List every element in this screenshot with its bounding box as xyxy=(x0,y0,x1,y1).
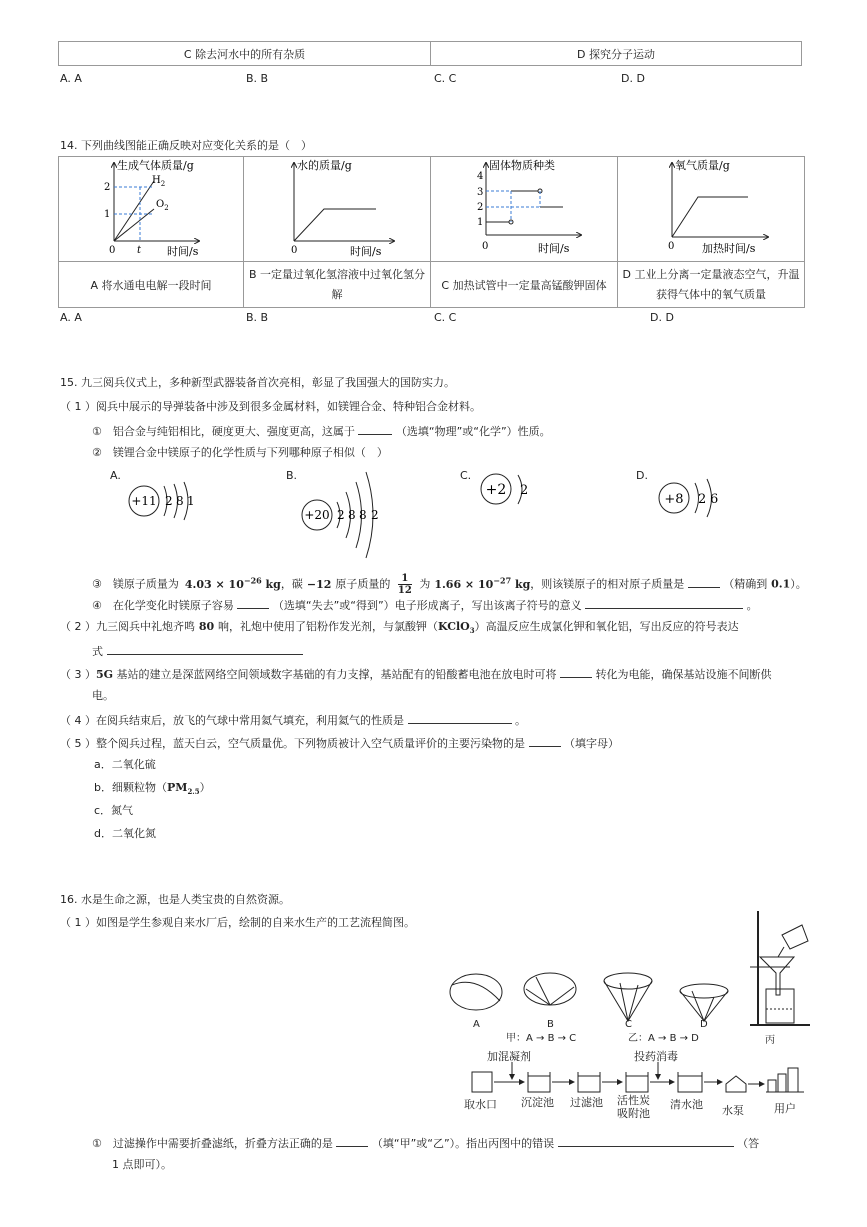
flow-step-carbon-2: 吸附池 xyxy=(617,1107,650,1120)
fold-method-yi: 乙：A → B → D xyxy=(628,1033,699,1044)
atom-c-shell-1: 2 xyxy=(520,483,529,498)
atom-b-label[interactable]: B. xyxy=(286,469,298,482)
q16-part1: （ 1 ）如图是学生参观自来水厂后，绘制的自来水生产的工艺流程简图。 xyxy=(60,916,415,929)
q15-part1b: ② 镁锂合金中镁原子的化学性质与下列哪种原子相似（ ） xyxy=(92,446,388,459)
answer-blank-5[interactable] xyxy=(529,735,561,747)
answer-blank-1a[interactable] xyxy=(358,423,392,435)
fold-label-c: C xyxy=(625,1019,632,1030)
chart-a-tick-1: 1 xyxy=(104,209,111,220)
flow-step-user: 用户 xyxy=(774,1102,796,1115)
q13-option-b[interactable]: B. B xyxy=(246,72,269,85)
q14-stem: 14. 下列曲线图能正确反映对应变化关系的是（ ） xyxy=(60,139,312,152)
answer-blank-1c[interactable] xyxy=(688,576,720,588)
q13-cell-d: D 探究分子运动 xyxy=(431,42,802,66)
atom-b-shell-1: 2 xyxy=(337,508,345,522)
apparatus-label-bing: 丙 xyxy=(765,1035,775,1046)
fold-label-b: B xyxy=(547,1019,554,1030)
answer-blank-1d-a[interactable] xyxy=(237,597,269,609)
q15-part4: （ 4 ）在阅兵结束后，放飞的气球中常用氦气填充，利用氦气的性质是 。 xyxy=(60,714,526,727)
atom-b-nucleus: +20 xyxy=(304,508,330,522)
chart-a-h2-label: $H_2$ xyxy=(152,175,166,188)
q15-part2-line2: 式 xyxy=(92,643,303,659)
q16-subq1: ① 过滤操作中需要折叠滤纸，折叠方法正确的是 （填“甲”或“乙”）。指出丙图中的错误 （答 xyxy=(92,1137,760,1150)
chart-a-tick-2: 2 xyxy=(104,182,111,193)
chart-a-o2-label: $O_2$ xyxy=(156,199,169,212)
q14-chart-a xyxy=(59,157,243,261)
atom-d-label[interactable]: D. xyxy=(636,469,648,482)
fold-label-a: A xyxy=(473,1019,480,1030)
atom-b-shell-3: 8 xyxy=(359,508,367,522)
atom-a-shell-2: 8 xyxy=(176,494,184,508)
chart-d-ylabel: 氧气质量/g xyxy=(675,159,730,172)
flow-step-sedimentation: 沉淀池 xyxy=(521,1096,554,1109)
q15-item-a[interactable]: a．二氧化硫 xyxy=(94,758,156,771)
atom-c-label[interactable]: C. xyxy=(460,469,472,482)
q14-caption-c: C 加热试管中一定量高锰酸钾固体 xyxy=(431,262,618,308)
answer-blank-16-1a[interactable] xyxy=(336,1135,368,1147)
atom-a-label[interactable]: A. xyxy=(110,469,121,482)
q14-option-b[interactable]: B. B xyxy=(246,311,269,324)
atom-a-nucleus: +11 xyxy=(131,494,157,508)
q14-chart-d xyxy=(618,157,804,261)
chart-c-tick-3: 3 xyxy=(477,187,484,198)
q15-item-b[interactable]: b．细颗粒物$(PM_{2.5})$ xyxy=(94,781,211,797)
chart-c-tick-2: 2 xyxy=(477,202,484,213)
q14-chart-b xyxy=(244,157,430,261)
q14-chart-c xyxy=(431,157,617,261)
q15-part3: （ 3 ）5G 基站的建立是深蓝网络空间领域数字基础的有力支撑，基站配有的铅酸蓄电池在放电时可将 转化为电能，确保基站设施不间断供 xyxy=(60,668,772,681)
answer-blank-3[interactable] xyxy=(560,666,592,678)
chart-d-origin: 0 xyxy=(668,241,675,252)
chart-b-ylabel: 水的质量/g xyxy=(297,159,352,172)
q15-part5: （ 5 ）整个阅兵过程，蓝天白云，空气质量优。下列物质被计入空气质量评价的主要污染物的是 （填字母） xyxy=(60,737,619,750)
filter-figure xyxy=(440,905,820,1035)
answer-blank-4[interactable] xyxy=(408,712,512,724)
chart-a-tick-t: t xyxy=(137,245,142,256)
flow-step-intake: 取水口 xyxy=(464,1098,497,1111)
q14-option-c[interactable]: C. C xyxy=(434,311,457,324)
chart-c-ylabel: 固体物质种类 xyxy=(489,159,555,172)
chart-c-xlabel: 时间/s xyxy=(538,242,570,255)
q14-caption-d: D 工业上分离一定量液态空气，升温 获得气体中的氧气质量 xyxy=(618,262,805,308)
q14-caption-b: B 一定量过氧化氢溶液中过氧化氢分 解 xyxy=(244,262,431,308)
q14-chart-c-cell xyxy=(431,157,618,262)
atom-d-nucleus: +8 xyxy=(664,492,684,507)
answer-blank-1d-b[interactable] xyxy=(585,597,743,609)
q14-caption-a: A 将水通电电解一段时间 xyxy=(59,262,244,308)
atom-a-shell-3: 1 xyxy=(187,494,195,508)
q15-part1d: ④ 在化学变化时镁原子容易 （选填“失去”或“得到”）电子形成离子，写出该离子符号的意义 。 xyxy=(92,599,758,612)
chart-c-tick-1: 1 xyxy=(477,217,484,228)
flow-add-coagulant: 加混凝剂 xyxy=(487,1050,531,1063)
q13-option-c[interactable]: C. C xyxy=(434,72,457,85)
q15-part1c: ③ 镁原子质量为 $4.03 \times 10^{-26}$ kg，碳 −12 原子质量的 $\frac{1}{12}$ 为 $1.66 \times 10^{-27}$ kg，则该镁原子的相对原子质量是 （精确到 0.1）。 xyxy=(92,573,807,597)
flow-step-filtration: 过滤池 xyxy=(570,1096,603,1109)
flow-add-disinfectant: 投药消毒 xyxy=(634,1050,678,1063)
atom-a-diagram xyxy=(120,476,210,526)
atom-d-diagram xyxy=(652,474,732,524)
atom-b-shell-4: 2 xyxy=(371,508,379,522)
q13-option-d[interactable]: D. D xyxy=(621,72,645,85)
q15-part1: （ 1 ）阅兵中展示的导弹装备中涉及到很多金属材料，如镁锂合金、特种铝合金材料。 xyxy=(60,400,481,413)
q14-table xyxy=(58,156,805,308)
answer-blank-16-1b[interactable] xyxy=(558,1135,734,1147)
q13-option-a[interactable]: A. A xyxy=(60,72,82,85)
atom-a-shell-1: 2 xyxy=(165,494,173,508)
q15-item-d[interactable]: d．二氧化氮 xyxy=(94,827,156,840)
chart-d-xlabel: 加热时间/s xyxy=(702,242,756,255)
chart-a-xlabel: 时间/s xyxy=(167,245,199,258)
flow-step-clearwater: 清水池 xyxy=(670,1098,703,1111)
fold-method-jia: 甲：A → B → C xyxy=(506,1033,577,1044)
chart-c-origin: 0 xyxy=(482,241,489,252)
fold-label-d: D xyxy=(700,1019,708,1030)
chart-b-origin: 0 xyxy=(291,245,298,256)
flow-step-carbon-1: 活性炭 xyxy=(617,1094,650,1107)
chart-c-tick-4: 4 xyxy=(477,171,484,182)
chart-b-curve xyxy=(294,209,376,241)
atom-b-shell-2: 8 xyxy=(348,508,356,522)
q15-stem: 15. 九三阅兵仪式上，多种新型武器装备首次亮相，彰显了我国强大的国防实力。 xyxy=(60,376,455,389)
chart-a-origin: 0 xyxy=(109,245,116,256)
chart-a-ylabel: 生成气体质量/g xyxy=(117,159,194,172)
atom-c-diagram xyxy=(476,470,546,510)
chart-d-curve xyxy=(672,197,748,237)
q15-part2: （ 2 ）九三阅兵中礼炮齐鸣 80 响，礼炮中使用了铝粉作发光剂，与氯酸钾（KClO$_3$）高温反应生成氯化钾和氧化铝，写出反应的符号表达 xyxy=(60,620,739,636)
q16-stem: 16. 水是生命之源，也是人类宝贵的自然资源。 xyxy=(60,893,290,906)
atom-d-shell-2: 6 xyxy=(710,492,719,507)
q14-chart-b-cell xyxy=(244,157,431,262)
q13-cell-c: C 除去河水中的所有杂质 xyxy=(59,42,431,66)
chart-b-xlabel: 时间/s xyxy=(350,245,382,258)
q15-item-c[interactable]: c．氮气 xyxy=(94,804,134,817)
q15-part3-line2: 电。 xyxy=(92,689,114,702)
q14-chart-a-cell xyxy=(59,157,244,262)
q15-part1a: ① 铝合金与纯铝相比，硬度更大、强度更高，这属于 （选填“物理”或“化学”）性质。 xyxy=(92,425,551,438)
chart-a-h2-line xyxy=(114,181,154,241)
q14-option-d[interactable]: D. D xyxy=(650,311,674,324)
flow-step-pump: 水泵 xyxy=(722,1104,744,1117)
q14-chart-d-cell xyxy=(618,157,805,262)
atom-d-shell-1: 2 xyxy=(698,492,707,507)
answer-blank-2[interactable] xyxy=(107,643,303,655)
q14-option-a[interactable]: A. A xyxy=(60,311,82,324)
atom-c-nucleus: +2 xyxy=(485,482,507,498)
q16-subq1-line2: 1 点即可）。 xyxy=(112,1158,172,1171)
q13-table xyxy=(58,41,802,66)
atom-b-diagram xyxy=(296,470,396,560)
